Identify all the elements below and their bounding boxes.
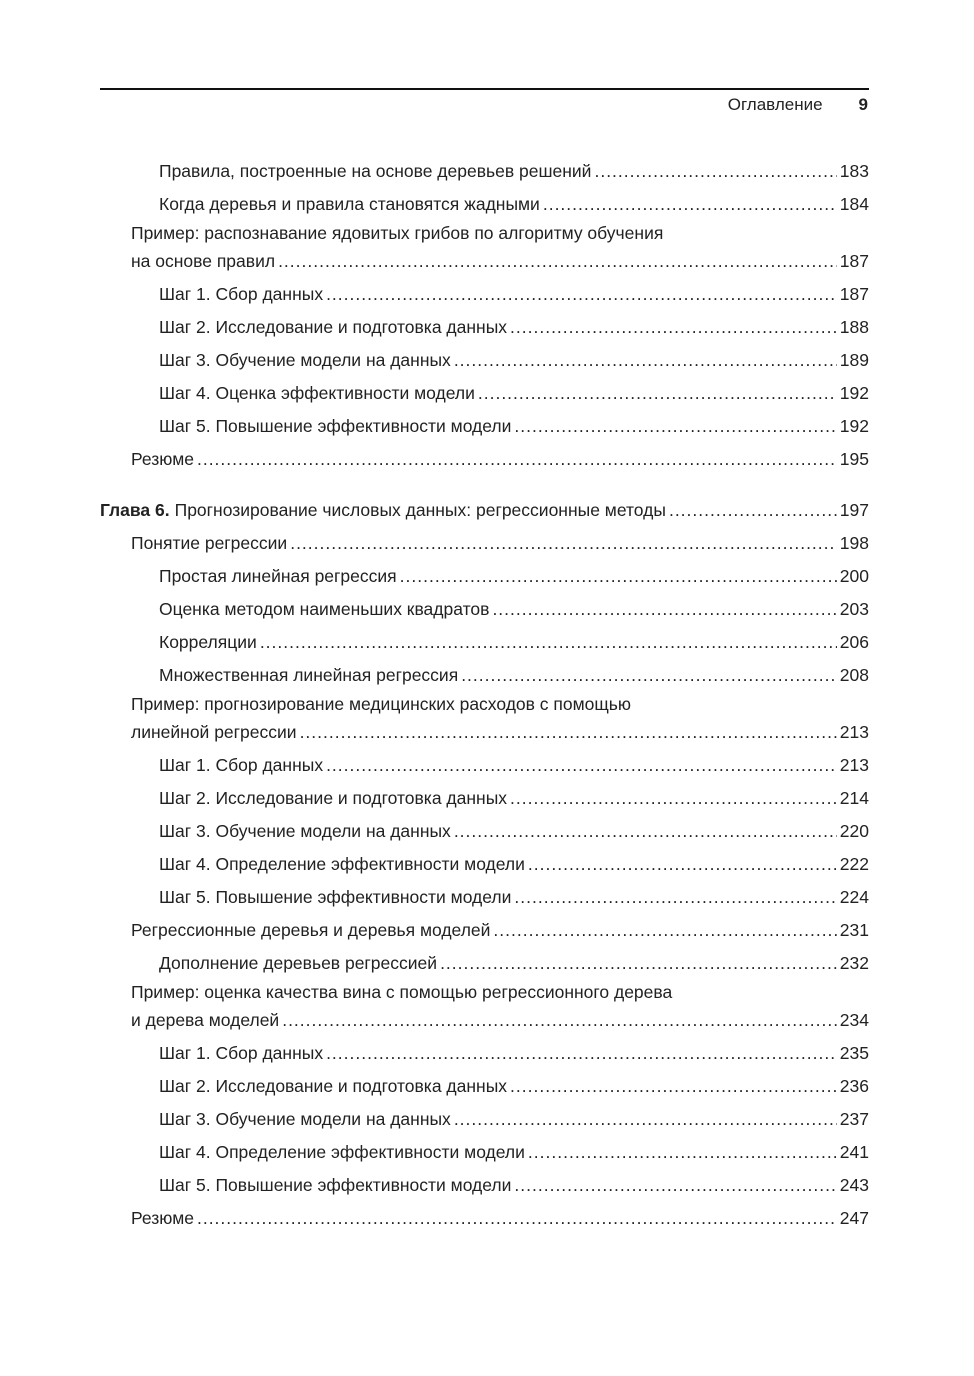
toc-entry-title: Понятие регрессии bbox=[131, 533, 288, 553]
page-number: 9 bbox=[858, 95, 868, 114]
toc-entry[interactable] bbox=[100, 1169, 869, 1202]
leader-dots bbox=[260, 626, 837, 659]
toc-entry-title: Резюме bbox=[131, 1208, 194, 1228]
running-header bbox=[728, 95, 868, 115]
toc-entry-page: 197 bbox=[839, 500, 869, 520]
leader-dots bbox=[514, 1169, 836, 1202]
toc-entry-title: Прогнозирование числовых данных: регрессионные методы bbox=[174, 500, 666, 520]
toc-entry[interactable] bbox=[100, 344, 869, 377]
toc-entry[interactable] bbox=[100, 188, 869, 221]
toc-entry[interactable] bbox=[100, 311, 869, 344]
toc-entry[interactable] bbox=[100, 626, 869, 659]
toc-entry-page: 224 bbox=[839, 887, 869, 907]
toc-entry-title: Шаг 5. Повышение эффективности модели bbox=[159, 1175, 512, 1195]
leader-dots bbox=[326, 749, 837, 782]
toc-entry-title: Дополнение деревьев регрессией bbox=[159, 953, 438, 973]
toc-entry-title: Множественная линейная регрессия bbox=[159, 665, 459, 685]
toc-entry-page: 200 bbox=[839, 566, 869, 586]
toc-entry-page: 237 bbox=[839, 1109, 869, 1129]
toc-entry[interactable] bbox=[100, 1037, 869, 1070]
toc-entry[interactable] bbox=[100, 914, 869, 947]
toc-entry[interactable] bbox=[100, 749, 869, 782]
leader-dots bbox=[669, 494, 837, 527]
toc-entry[interactable] bbox=[100, 1202, 869, 1235]
toc-entry-title: Когда деревья и правила становятся жадными bbox=[159, 194, 540, 214]
toc-entry-title: Шаг 4. Оценка эффективности модели bbox=[159, 383, 475, 403]
leader-dots bbox=[510, 782, 837, 815]
leader-dots bbox=[461, 659, 837, 692]
toc-entry-title-line1: Пример: прогнозирование медицинских расходов с помощью bbox=[131, 694, 632, 714]
toc-entry-page: 183 bbox=[839, 161, 869, 181]
leader-dots bbox=[528, 848, 837, 881]
leader-dots bbox=[478, 377, 837, 410]
leader-dots bbox=[543, 188, 837, 221]
toc-entry-title-line1: Пример: распознавание ядовитых грибов по алгоритму обучения bbox=[131, 223, 664, 243]
leader-dots bbox=[454, 815, 837, 848]
toc-entry-title: Шаг 5. Повышение эффективности модели bbox=[159, 887, 512, 907]
toc-entry[interactable] bbox=[100, 881, 869, 914]
toc-entry-page: 243 bbox=[839, 1175, 869, 1195]
toc-entry-page: 220 bbox=[839, 821, 869, 841]
leader-dots bbox=[510, 311, 837, 344]
toc-entry-title: Шаг 4. Определение эффективности модели bbox=[159, 1142, 525, 1162]
toc-entry-page: 195 bbox=[839, 449, 869, 469]
toc-entry-title: Шаг 5. Повышение эффективности модели bbox=[159, 416, 512, 436]
toc-entry-page: 213 bbox=[839, 755, 869, 775]
toc-entry-page: 206 bbox=[839, 632, 869, 652]
toc-entry[interactable] bbox=[100, 692, 869, 749]
toc-entry-title: Шаг 1. Сбор данных bbox=[159, 755, 324, 775]
leader-dots bbox=[282, 1004, 837, 1037]
toc-entry-page: 203 bbox=[839, 599, 869, 619]
toc-entry-page: 187 bbox=[839, 251, 869, 271]
toc-entry-title: и дерева моделей bbox=[131, 1010, 280, 1030]
toc-entry-page: 222 bbox=[839, 854, 869, 874]
toc-entry-title: Шаг 2. Исследование и подготовка данных bbox=[159, 317, 508, 337]
toc-entry[interactable] bbox=[100, 593, 869, 626]
leader-dots bbox=[594, 155, 836, 188]
toc-entry-page: 234 bbox=[839, 1010, 869, 1030]
leader-dots bbox=[510, 1070, 837, 1103]
toc-entry[interactable] bbox=[100, 947, 869, 980]
leader-dots bbox=[440, 947, 837, 980]
chapter-label: Глава 6. bbox=[100, 500, 170, 520]
leader-dots bbox=[400, 560, 837, 593]
toc-entry[interactable] bbox=[100, 980, 869, 1037]
toc-entry-page: 214 bbox=[839, 788, 869, 808]
toc-entry-page: 241 bbox=[839, 1142, 869, 1162]
toc-entry[interactable] bbox=[100, 1103, 869, 1136]
toc-entry[interactable] bbox=[100, 659, 869, 692]
toc-entry-title: Шаг 1. Сбор данных bbox=[159, 284, 324, 304]
toc-entry-page: 231 bbox=[839, 920, 869, 940]
toc-entry-title: Шаг 2. Исследование и подготовка данных bbox=[159, 1076, 508, 1096]
toc-entry-title: линейной регрессии bbox=[131, 722, 297, 742]
leader-dots bbox=[300, 716, 837, 749]
leader-dots bbox=[528, 1136, 837, 1169]
toc-entry-title: Оценка методом наименьших квадратов bbox=[159, 599, 490, 619]
toc-entry[interactable] bbox=[100, 410, 869, 443]
toc-entry-title: на основе правил bbox=[131, 251, 276, 271]
leader-dots bbox=[326, 278, 837, 311]
leader-dots bbox=[493, 914, 836, 947]
toc-entry[interactable] bbox=[100, 1070, 869, 1103]
toc-entry-title: Регрессионные деревья и деревья моделей bbox=[131, 920, 491, 940]
toc-chapter-entry[interactable] bbox=[100, 494, 869, 527]
toc-entry-page: 189 bbox=[839, 350, 869, 370]
toc-entry-title: Простая линейная регрессия bbox=[159, 566, 397, 586]
toc-entry-page: 192 bbox=[839, 383, 869, 403]
leader-dots bbox=[197, 1202, 837, 1235]
toc-entry[interactable] bbox=[100, 278, 869, 311]
toc-entry[interactable] bbox=[100, 443, 869, 476]
toc-entry-title: Шаг 3. Обучение модели на данных bbox=[159, 821, 451, 841]
toc-entry-title: Резюме bbox=[131, 449, 194, 469]
toc-entry[interactable] bbox=[100, 155, 869, 188]
toc-entry-page: 184 bbox=[839, 194, 869, 214]
toc-entry-title: Шаг 3. Обучение модели на данных bbox=[159, 1109, 451, 1129]
toc-entry[interactable] bbox=[100, 377, 869, 410]
toc-entry-title: Шаг 4. Определение эффективности модели bbox=[159, 854, 525, 874]
toc-entry-page: 247 bbox=[839, 1208, 869, 1228]
header-rule bbox=[100, 88, 869, 90]
toc-entry-page: 236 bbox=[839, 1076, 869, 1096]
toc-entry[interactable] bbox=[100, 527, 869, 560]
toc-entry[interactable] bbox=[100, 560, 869, 593]
leader-dots bbox=[290, 527, 837, 560]
toc-entry-page: 232 bbox=[839, 953, 869, 973]
toc-entry-title: Шаг 1. Сбор данных bbox=[159, 1043, 324, 1063]
toc-entry-page: 198 bbox=[839, 533, 869, 553]
toc-entry-title-line1: Пример: оценка качества вина с помощью регрессионного дерева bbox=[131, 982, 673, 1002]
section-title: Оглавление bbox=[727, 95, 823, 114]
toc-entry[interactable] bbox=[100, 1136, 869, 1169]
leader-dots bbox=[492, 593, 836, 626]
table-of-contents bbox=[100, 155, 869, 1235]
toc-entry-title: Шаг 3. Обучение модели на данных bbox=[159, 350, 451, 370]
toc-entry[interactable] bbox=[100, 815, 869, 848]
toc-entry[interactable] bbox=[100, 848, 869, 881]
toc-entry-page: 188 bbox=[839, 317, 869, 337]
section-gap bbox=[100, 476, 869, 494]
leader-dots bbox=[326, 1037, 837, 1070]
leader-dots bbox=[514, 410, 836, 443]
toc-entry-page: 192 bbox=[839, 416, 869, 436]
toc-entry-page: 235 bbox=[839, 1043, 869, 1063]
toc-entry-title: Корреляции bbox=[159, 632, 257, 652]
leader-dots bbox=[197, 443, 837, 476]
leader-dots bbox=[454, 344, 837, 377]
toc-entry[interactable] bbox=[100, 782, 869, 815]
toc-entry-title: Шаг 2. Исследование и подготовка данных bbox=[159, 788, 508, 808]
leader-dots bbox=[454, 1103, 837, 1136]
leader-dots bbox=[514, 881, 836, 914]
leader-dots bbox=[278, 245, 837, 278]
toc-entry-title: Правила, построенные на основе деревьев решений bbox=[159, 161, 592, 181]
toc-entry-page: 208 bbox=[839, 665, 869, 685]
toc-entry[interactable] bbox=[100, 221, 869, 278]
toc-entry-page: 213 bbox=[839, 722, 869, 742]
toc-entry-page: 187 bbox=[839, 284, 869, 304]
